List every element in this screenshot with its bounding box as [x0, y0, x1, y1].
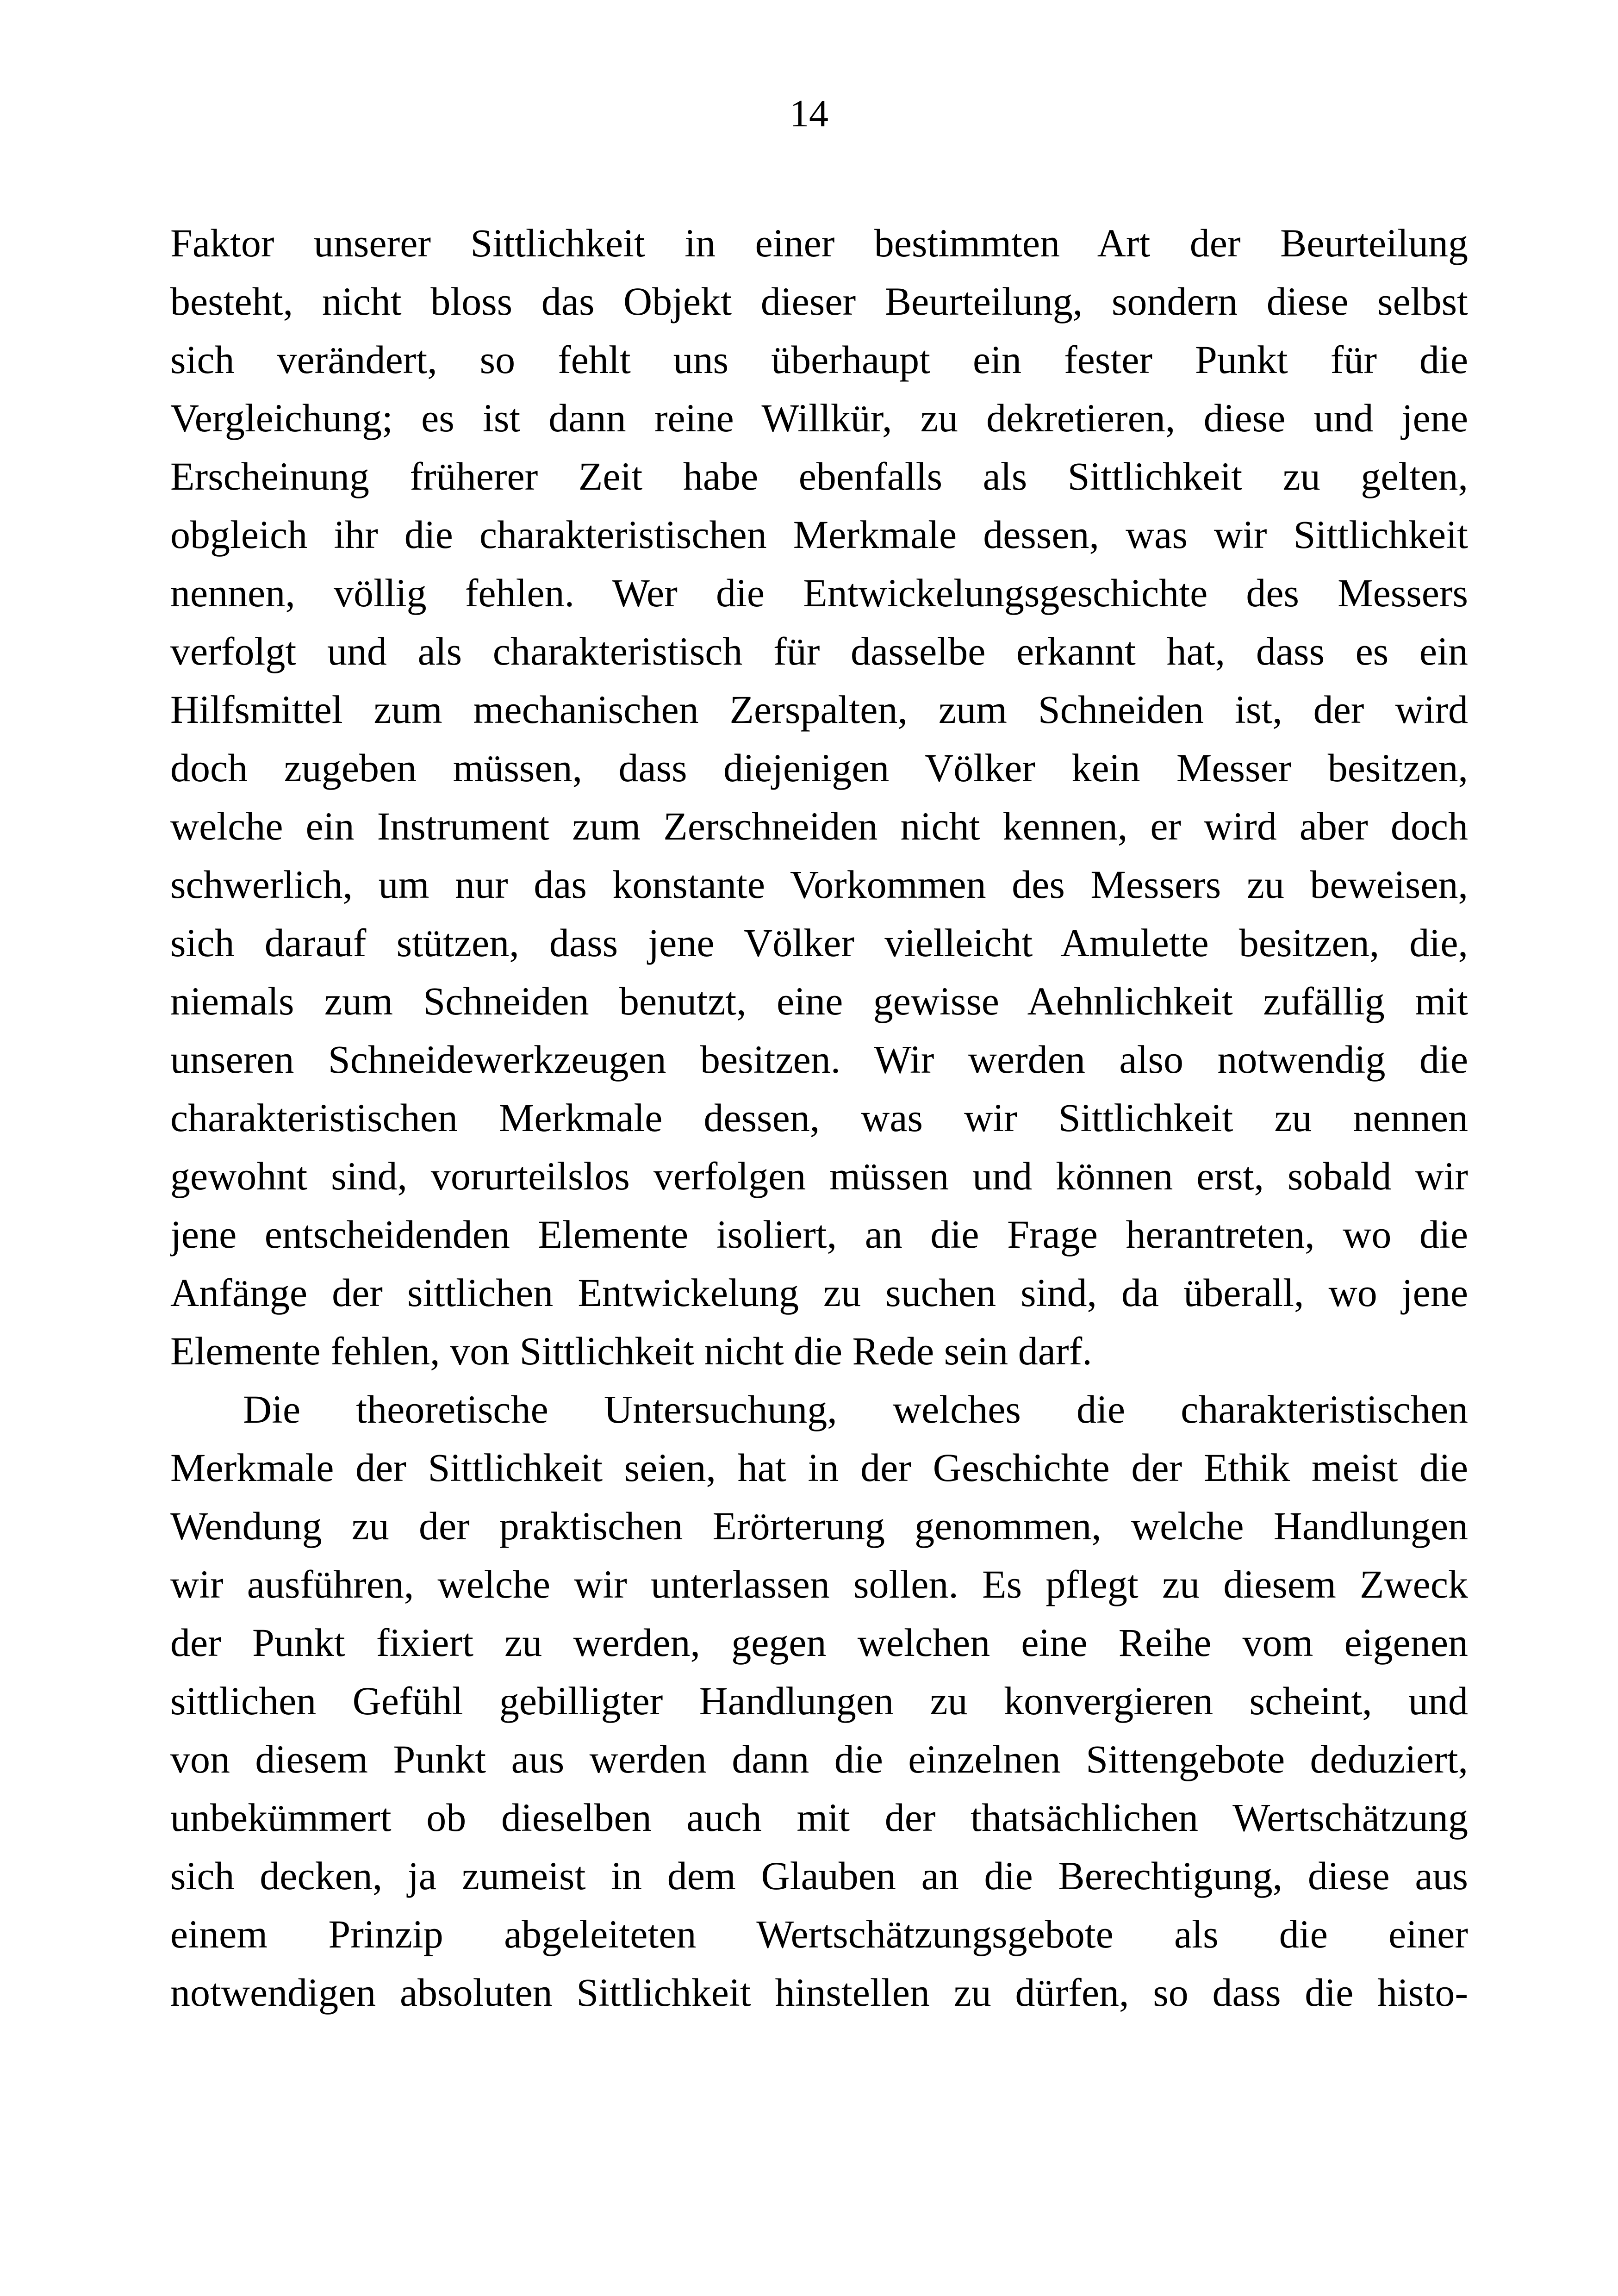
- text-line: einem Prinzip abgeleiteten Wertschätzungsgebote als die einer: [170, 1912, 1468, 1956]
- text-line: nennen, völlig fehlen. Wer die Entwickelungsgeschichte des Messers: [170, 571, 1468, 615]
- text-line: schwerlich, um nur das konstante Vorkommen des Messers zu beweisen,: [170, 862, 1468, 907]
- text-line: unbekümmert ob dieselben auch mit der thatsächlichen Wertschätzung: [170, 1795, 1468, 1840]
- text-line: Elemente fehlen, von Sittlichkeit nicht die Rede sein darf.: [170, 1329, 1092, 1373]
- text-line: wir ausführen, welche wir unterlassen sollen. Es pflegt zu diesem Zweck: [170, 1562, 1468, 1606]
- text-line: niemals zum Schneiden benutzt, eine gewisse Aehnlichkeit zufällig mit: [170, 979, 1468, 1023]
- text-line: charakteristischen Merkmale dessen, was wir Sittlichkeit zu nennen: [170, 1095, 1468, 1140]
- text-line: sich darauf stützen, dass jene Völker vielleicht Amulette besitzen, die,: [170, 921, 1468, 965]
- text-line: Vergleichung; es ist dann reine Willkür, zu dekretieren, diese und jene: [170, 396, 1468, 440]
- body-text: [170, 214, 1468, 2022]
- text-line: welche ein Instrument zum Zerschneiden nicht kennen, er wird aber doch: [170, 804, 1468, 848]
- text-line: doch zugeben müssen, dass diejenigen Völker kein Messer besitzen,: [170, 746, 1468, 790]
- text-line: Hilfsmittel zum mechanischen Zerspalten, zum Schneiden ist, der wird: [170, 687, 1468, 732]
- text-line: sich verändert, so fehlt uns überhaupt ein fester Punkt für die: [170, 337, 1468, 382]
- text-line: gewohnt sind, vorurteilslos verfolgen müssen und können erst, sobald wir: [170, 1154, 1468, 1198]
- text-line: sich decken, ja zumeist in dem Glauben an die Berechtigung, diese aus: [170, 1854, 1468, 1898]
- text-line: Anfänge der sittlichen Entwickelung zu suchen sind, da überall, wo jene: [170, 1270, 1468, 1315]
- text-line: jene entscheidenden Elemente isoliert, an die Frage herantreten, wo die: [170, 1212, 1468, 1257]
- text-line: von diesem Punkt aus werden dann die einzelnen Sittengebote deduziert,: [170, 1737, 1468, 1781]
- text-line: Merkmale der Sittlichkeit seien, hat in der Geschichte der Ethik meist die: [170, 1445, 1468, 1490]
- page-number: 14: [790, 92, 828, 135]
- text-line: obgleich ihr die charakteristischen Merkmale dessen, was wir Sittlichkeit: [170, 512, 1468, 557]
- text-line: Wendung zu der praktischen Erörterung genommen, welche Handlungen: [170, 1504, 1468, 1548]
- text-line: notwendigen absoluten Sittlichkeit hinstellen zu dürfen, so dass die histo-: [170, 1970, 1468, 2015]
- text-line: verfolgt und als charakteristisch für dasselbe erkannt hat, dass es ein: [170, 629, 1468, 673]
- text-line: Erscheinung früherer Zeit habe ebenfalls als Sittlichkeit zu gelten,: [170, 454, 1468, 498]
- text-line: Die theoretische Untersuchung, welches die charakteristischen: [243, 1387, 1468, 1431]
- text-line: besteht, nicht bloss das Objekt dieser Beurteilung, sondern diese selbst: [170, 279, 1468, 324]
- text-line: der Punkt fixiert zu werden, gegen welchen eine Reihe vom eigenen: [170, 1620, 1468, 1665]
- text-line: Faktor unserer Sittlichkeit in einer bestimmten Art der Beurteilung: [170, 221, 1468, 265]
- text-line: unseren Schneidewerkzeugen besitzen. Wir werden also notwendig die: [170, 1037, 1468, 1082]
- text-line: sittlichen Gefühl gebilligter Handlungen zu konvergieren scheint, und: [170, 1679, 1468, 1723]
